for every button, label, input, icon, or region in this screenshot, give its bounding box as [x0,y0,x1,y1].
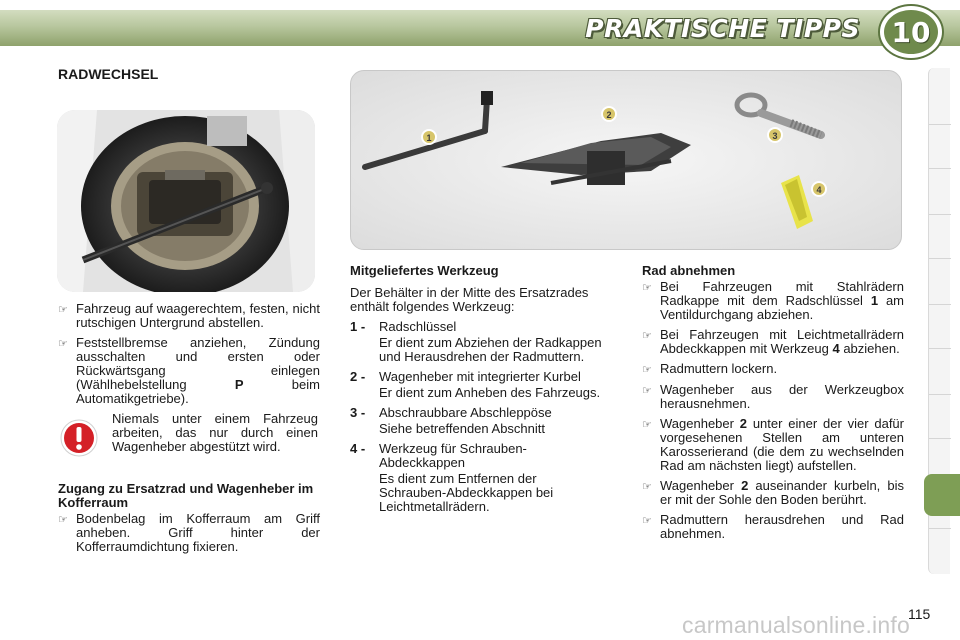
chapter-badge [880,6,942,58]
chapter-number: 10 [891,15,931,49]
list-item: ☞ Wagenheber aus der Werkzeugbox herausnehmen. [642,382,904,411]
spare-wheel-photo [57,110,315,292]
page-header [0,0,960,62]
list-item: ☞ Wagenheber 2 auseinander kurbeln, bis er mit der Sohle den Boden berührt. [642,478,904,507]
bullet-mark-icon: ☞ [642,515,652,527]
list-item: ☞ Bodenbelag im Kofferraum am Griff anheben. Griff hinter der Kofferraumdichtung fixieren. [58,511,320,554]
warning-text: Niemals unter einem Fahrzeug arbeiten, das nur durch einen Wagenheber abgestützt wird. [112,411,318,454]
active-chapter-tab[interactable] [924,474,960,516]
tool-item: 1 - Radschlüssel [350,319,457,334]
callout-1 [422,130,436,144]
remove-wheel-section [642,264,904,547]
bullet-mark-icon: ☞ [642,385,652,397]
bullet-mark-icon: ☞ [642,419,652,431]
tool-description: Es dient zum Entfernen der Schrauben-Abdeckkappen bei Leichtmetallrädern. [379,471,554,514]
tab-divider [929,258,951,259]
tool-description: Er dient zum Anheben des Fahrzeugs. [379,385,601,400]
svg-text:1: 1 [426,133,432,143]
list-item: ☞ Bei Fahrzeugen mit Stahlrädern Radkappe mit dem Radschlüssel 1 am Ventildurchgang abziehen. [642,279,905,322]
tool-description: Siehe betreffenden Abschnitt [379,421,545,436]
list-item: ☞ Fahrzeug auf waagerechtem, festen, nicht rutschigen Untergrund abstellen. [58,301,320,330]
tab-divider [929,438,951,439]
tools-illustration [351,71,902,250]
bullet-mark-icon: ☞ [642,330,652,342]
section-title: RADWECHSEL [58,66,159,82]
list-item: ☞ Feststellbremse anziehen, Zündung ausschalten und ersten oder Rückwärtsgang einlegen (Wählhebelstellung P beim Automatikgetriebe). [58,335,320,406]
tab-divider [929,168,951,169]
spare-wheel-illustration [57,110,315,292]
bullet-mark-icon: ☞ [642,481,652,493]
tool-description: Er dient zum Abziehen der Radkappen und Herausdrehen der Radmuttern. [379,335,602,364]
tab-divider [929,528,951,529]
list-item: ☞ Radmuttern herausdrehen und Rad abnehmen. [642,512,904,541]
chapter-title: PRAKTISCHE TIPPS [585,14,860,43]
tool-item: 4 - Werkzeug für Schrauben-Abdeckkappen [350,441,527,470]
bullet-mark-icon: ☞ [642,282,652,294]
subsection-title: Zugang zu Ersatzrad und Wagenheber im Kofferraum [58,481,314,510]
tool-item: 2 - Wagenheber mit integrierter Kurbel [350,369,581,384]
callout-4 [812,182,826,196]
tab-divider [929,304,951,305]
left-column [58,302,320,412]
trunk-access-section [58,482,320,560]
list-item: ☞ Wagenheber 2 unter einer der vier dafür vorgesehenen Stellen am unteren Karosserierand (die dem zu wechselnden Rad am nächsten liegt) aufstellen. [642,416,904,473]
tools-intro: Der Behälter in der Mitte des Ersatzrades enthält folgendes Werkzeug: [350,285,589,314]
svg-text:4: 4 [816,185,822,195]
callout-2 [602,107,616,121]
svg-text:3: 3 [772,131,778,141]
list-item: ☞ Bei Fahrzeugen mit Leichtmetallrädern Abdeckkappen mit Werkzeug 4 abziehen. [642,327,904,356]
exclamation-icon [60,419,98,457]
svg-text:2: 2 [606,110,612,120]
tab-divider [929,348,951,349]
list-item: ☞ Radmuttern lockern. [642,361,778,376]
tools-photo [350,70,902,250]
bullet-mark-icon: ☞ [642,364,652,376]
bullet-mark-icon: ☞ [58,514,68,526]
tools-section [350,264,602,520]
tool-item: 3 - Abschraubbare Abschleppöse [350,405,552,420]
tab-divider [929,214,951,215]
page-number: 115 [908,606,931,622]
subsection-title: Mitgeliefertes Werkzeug [350,263,499,278]
tab-divider [929,394,951,395]
bullet-mark-icon: ☞ [58,338,68,350]
tab-divider [929,124,951,125]
subsection-title: Rad abnehmen [642,263,736,278]
callout-3 [768,128,782,142]
watermark: carmanualsonline.info [682,612,910,638]
bullet-mark-icon: ☞ [58,304,68,316]
